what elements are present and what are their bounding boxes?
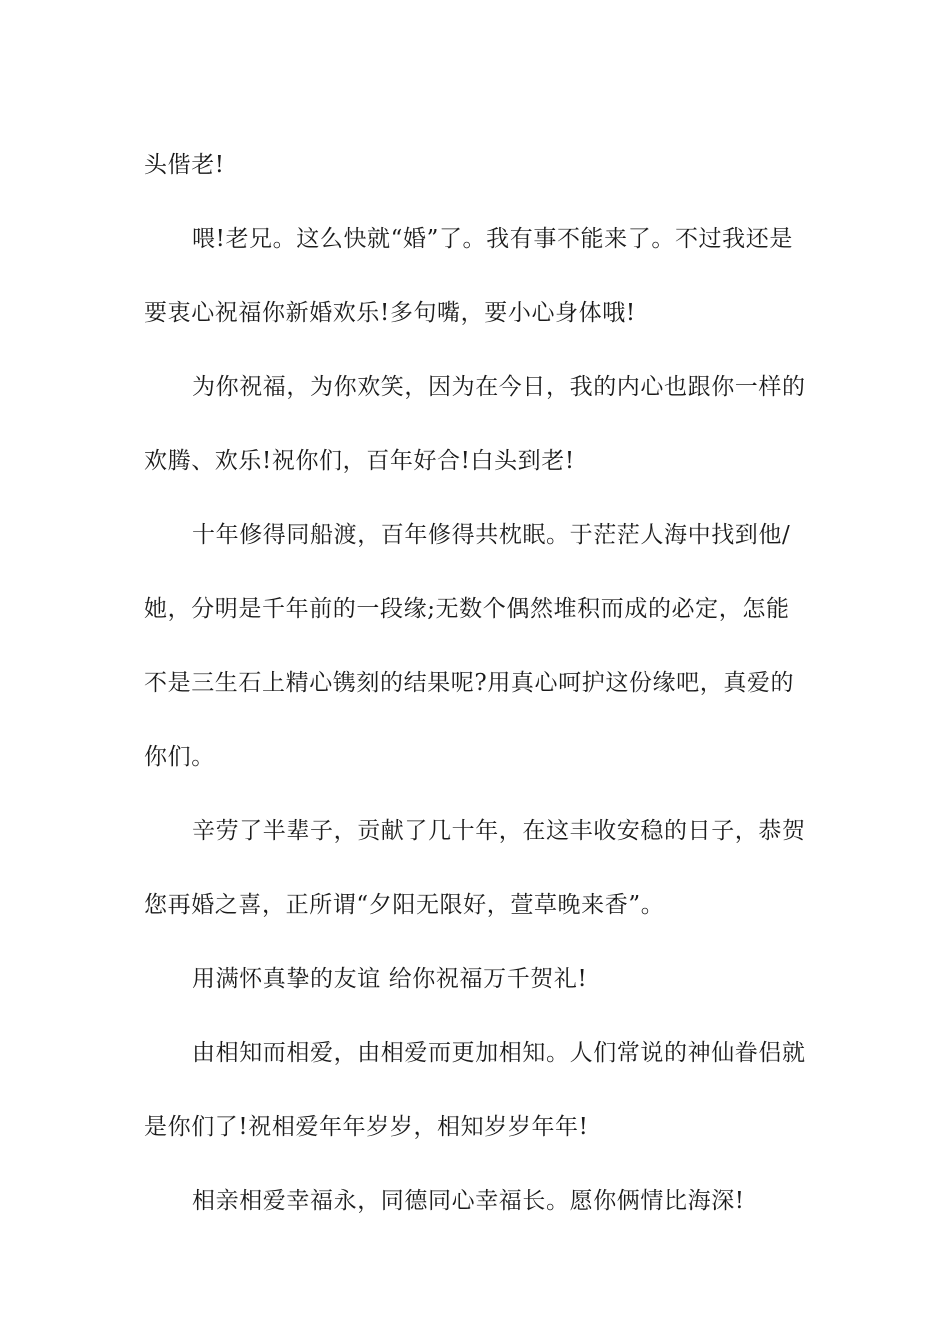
paragraph: 十年修得同船渡，百年修得共枕眠。于茫茫人海中找到他/她，分明是千年前的一段缘;无数个偶然堆积而成的必定，怎能不是三生石上精心镌刻的结果呢?用真心呵护这份缘吧，真爱的你们。 — [144, 522, 795, 770]
document-body — [144, 128, 808, 1238]
paragraph: 相亲相爱幸福永，同德同心幸福长。愿你俩情比海深! — [192, 1188, 745, 1214]
paragraph-continuation: 头偕老! — [144, 152, 225, 178]
paragraph: 辛劳了半辈子，贡献了几十年，在这丰收安稳的日子，恭贺您再婚之喜，正所谓“夕阳无限好，萱草晚来香”。 — [144, 818, 806, 918]
paragraph: 喂!老兄。这么快就“婚”了。我有事不能来了。不过我还是要衷心祝福你新婚欢乐!多句嘴，要小心身体哦! — [144, 226, 793, 326]
paragraph: 用满怀真挚的友谊 给你祝福万千贺礼! — [192, 966, 588, 992]
paragraph: 为你祝福，为你欢笑，因为在今日，我的内心也跟你一样的欢腾、欢乐!祝你们，百年好合!白头到老! — [144, 374, 806, 474]
paragraph: 由相知而相爱，由相爱而更加相知。人们常说的神仙眷侣就是你们了!祝相爱年年岁岁，相知岁岁年年! — [144, 1040, 806, 1140]
